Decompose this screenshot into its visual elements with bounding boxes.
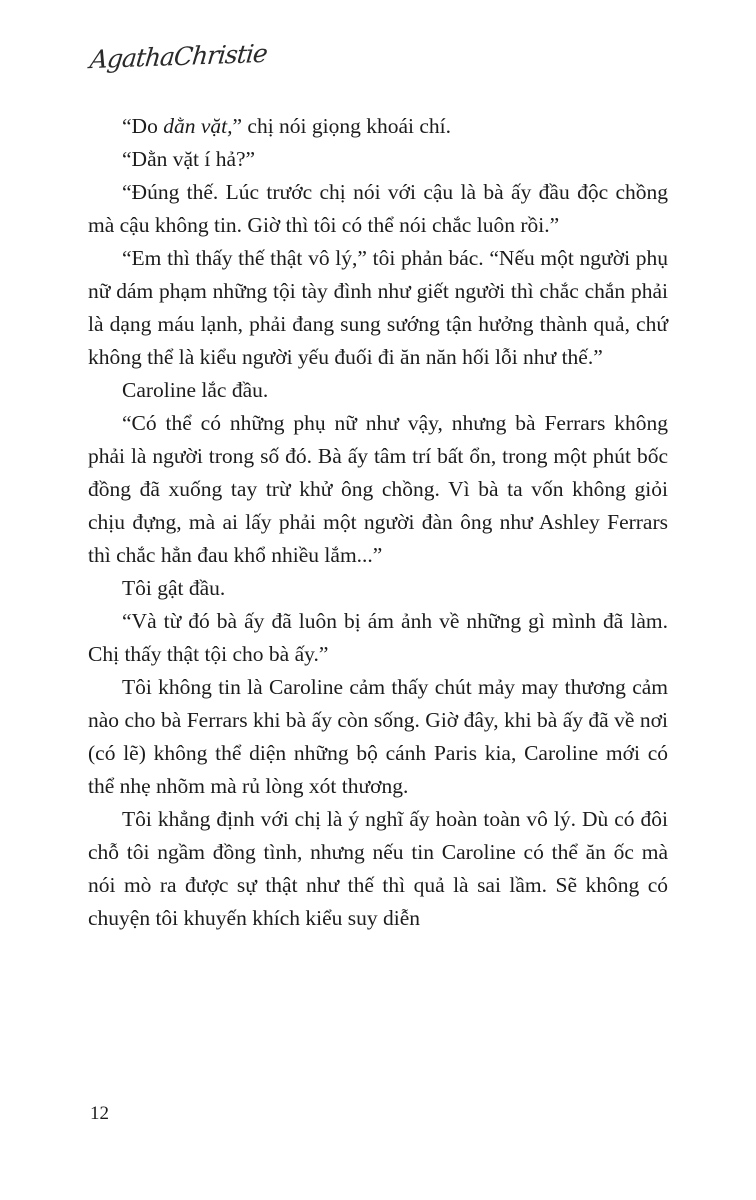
paragraph [88, 110, 668, 143]
paragraph: “Em thì thấy thế thật vô lý,” tôi phản bác. “Nếu một người phụ nữ dám phạm những tội tày đình như giết người thì chắc chắn phải là dạng máu lạnh, phải đang sung sướng tận hưởng thành quả, chứ không thể là kiểu người yếu đuối đi ăn năn hối lỗi như thế.” [88, 246, 668, 369]
paragraph: “Có thể có những phụ nữ như vậy, nhưng bà Ferrars không phải là người trong số đó. Bà ấy tâm trí bất ổn, trong một phút bốc đồng đã xuống tay trừ khử ông chồng. Vì bà ta vốn không giỏi chịu đựng, mà ai lấy phải một người đàn ông như Ashley Ferrars thì chắc hẳn đau khổ nhiều lắm...” [88, 411, 668, 567]
paragraph-text: “Do [122, 114, 164, 138]
paragraph: Tôi khẳng định với chị là ý nghĩ ấy hoàn toàn vô lý. Dù có đôi chỗ tôi ngầm đồng tình, nhưng nếu tin Caroline có thể ăn ốc mà nói mò ra được sự thật như thế thì quả là sai lầm. Sẽ không có chuyện tôi khuyến khích kiểu suy diễn [88, 807, 668, 930]
paragraph-text: ” chị nói giọng khoái chí. [232, 114, 452, 138]
paragraph: “Dằn vặt í hả?” [122, 147, 256, 171]
paragraph: “Và từ đó bà ấy đã luôn bị ám ảnh về những gì mình đã làm. Chị thấy thật tội cho bà ấy.” [88, 609, 668, 666]
paragraph: Tôi gật đầu. [122, 576, 226, 600]
page-body [88, 110, 668, 935]
page-number: 12 [90, 1103, 109, 1124]
paragraph: Tôi không tin là Caroline cảm thấy chút mảy may thương cảm nào cho bà Ferrars khi bà ấy còn sống. Giờ đây, khi bà ấy đã về nơi (có lẽ) không thể diện những bộ cánh Paris kia, Caroline mới có thể nhẹ nhõm mà rủ lòng xót thương. [88, 675, 668, 798]
paragraph-italic-text: dằn vặt, [163, 114, 233, 138]
author-signature: AgathaChristie [88, 38, 269, 75]
paragraph: “Đúng thế. Lúc trước chị nói với cậu là bà ấy đầu độc chồng mà cậu không tin. Giờ thì tôi có thể nói chắc luôn rồi.” [88, 180, 668, 237]
paragraph: Caroline lắc đầu. [122, 378, 269, 402]
